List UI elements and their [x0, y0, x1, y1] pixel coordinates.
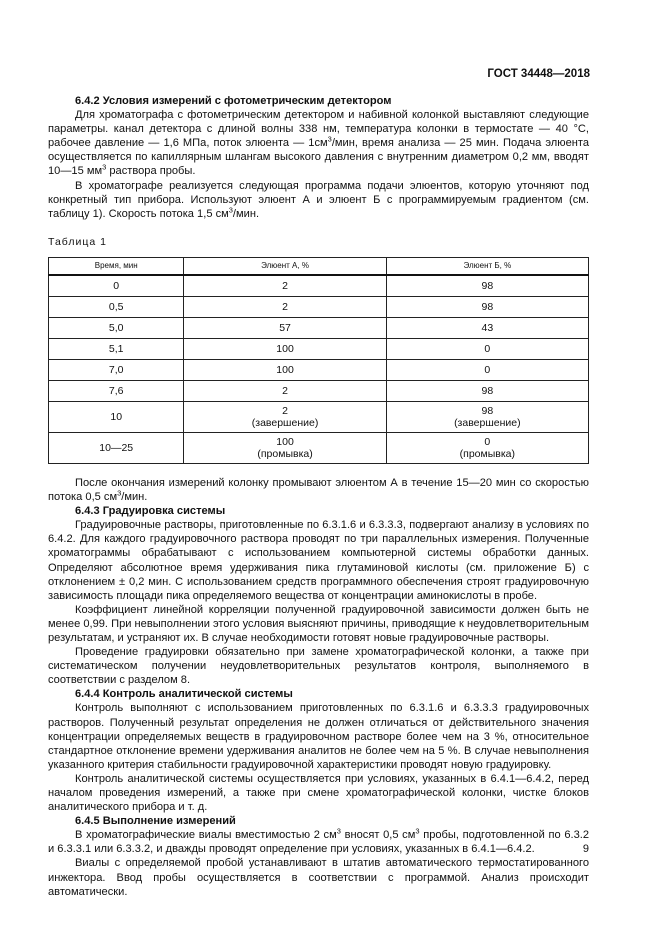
section-heading: 6.4.5 Выполнение измерений	[75, 815, 236, 828]
page-content	[48, 94, 589, 899]
paragraph	[48, 828, 589, 856]
paragraph: Градуировочные растворы, приготовленные по 6.3.1.6 и 6.3.3.3, подвергают анализу в условиях по 6.4.2. Для каждого градуировочного раствора проводят по три параллельных измерения. Полученные хроматограммы обрабатывают с использованием компьютерной системы обработки данных. Определяют абсолютное время удерживания пика глутаминовой кислоты (см. приложение Б) с отклонением ± 0,2 мин. С использованием средств программного обеспечения строят градуировочную зависимость площади пика определяемого вещества от концентрации аминокислоты в пробе.	[48, 519, 589, 602]
spacer	[48, 464, 589, 476]
table-row	[49, 380, 589, 401]
cell-line: (завершение)	[454, 416, 521, 429]
table-cell: 2	[184, 296, 386, 317]
paragraph	[48, 179, 589, 221]
superscript: 3	[327, 134, 332, 144]
text-run: /мин, время анализа — 25 мин. Подача элюента осуществляется по капиллярным шлангам высокого давления с внутренним диаметром 0,2 мм, вводят 10—15 мм	[48, 137, 590, 178]
cell-line: 2	[282, 404, 288, 417]
paragraph: Проведение градуировки обязательно при замене хроматографической колонки, а также при систематическом получении неудовлетворительных результатов контроля, выполняемого в соответствии с разделом 8.	[48, 646, 589, 687]
table-header-row	[49, 257, 589, 275]
table-row	[49, 432, 589, 463]
superscript: 3	[117, 488, 122, 498]
table-cell: 57	[184, 317, 386, 338]
table-cell: 98	[386, 380, 588, 401]
table-cell: 100	[184, 338, 386, 359]
table-cell	[184, 401, 386, 432]
cell-line: 100	[276, 435, 294, 448]
table-cell	[386, 432, 588, 463]
table-cell: 98	[386, 275, 588, 297]
table-cell	[386, 401, 588, 432]
cell-line: (завершение)	[251, 416, 319, 429]
table-row	[49, 359, 589, 380]
gradient-table	[48, 257, 589, 464]
table-row	[49, 338, 589, 359]
section-heading: 6.4.4 Контроль аналитической системы	[75, 688, 293, 701]
superscript: 3	[228, 205, 233, 215]
table-cell: 2	[184, 380, 386, 401]
paragraph: Контроль выполняют с использованием приготовленных по 6.3.1.6 и 6.3.3.3 градуировочных растворов. Полученный результат определения не должен отличаться от действительного значения концентрации определяемых веществ в градуировочном растворе более чем на 3 %, относительное стандартное отклонение времени удерживания аналитов не более чем на 5 %. В случае невыполнения указанного критерия стабильности градуировочной характеристики проводят новую градуировку.	[48, 702, 589, 771]
table-cell: 10—25	[49, 432, 184, 463]
text-run: раствора пробы.	[106, 165, 196, 178]
table-row	[49, 275, 589, 297]
text-run: После окончания измерений колонку промывают элюентом А в течение 15—20 мин со скоростью потока 0,5 см	[48, 476, 589, 504]
column-header: Время, мин	[49, 257, 184, 275]
document-header: ГОСТ 34448—2018	[487, 68, 590, 80]
text-run: Для хроматографа с фотометрическим детектором и набивной колонкой выставляют следующие параметры. канал детектора с длиной волны 338 нм, температура колонки в термостате — 40 °С, рабочее давление — 1,6 МПа, поток элюента — 1см	[48, 109, 589, 150]
table-cell: 98	[386, 296, 588, 317]
table-cell: 5,0	[49, 317, 184, 338]
table-cell: 100	[184, 359, 386, 380]
column-header: Элюент А, %	[184, 257, 386, 275]
table-row	[49, 296, 589, 317]
table-cell: 0,5	[49, 296, 184, 317]
table-cell: 0	[386, 338, 588, 359]
paragraph	[48, 476, 589, 504]
superscript: 3	[102, 162, 107, 172]
cell-line: (промывка)	[257, 447, 313, 460]
table-cell: 10	[49, 401, 184, 432]
cell-line: 98	[481, 404, 494, 417]
text-run: вносят 0,5 см	[340, 829, 416, 842]
paragraph: Контроль аналитической системы осуществляется при условиях, указанных в 6.4.1—6.4.2, перед началом проведения измерений, а также при смене хроматографической колонки, чистке блоков аналитического прибора и т. д.	[48, 772, 589, 814]
table-cell: 43	[386, 317, 588, 338]
table-row	[49, 401, 589, 432]
text-run: /мин.	[232, 207, 260, 220]
text-run: /мин.	[121, 491, 148, 504]
table-caption: Таблица 1	[48, 235, 107, 248]
table-cell: 0	[386, 359, 588, 380]
table-cell: 5,1	[49, 338, 184, 359]
table-cell: 2	[184, 275, 386, 297]
cell-line: 0	[484, 435, 491, 448]
section-heading: 6.4.2 Условия измерений с фотометрическим детектором	[75, 95, 392, 107]
table-cell	[184, 432, 386, 463]
text-run: В хроматографические виалы вместимостью 2 см	[75, 829, 337, 842]
paragraph	[48, 108, 589, 178]
table-cell: 7,6	[49, 380, 184, 401]
column-header: Элюент Б, %	[386, 257, 588, 275]
text-run: пробы, подготовленной по 6.3.2 и 6.3.3.1 или 6.3.3.2, и дважды проводят определение при условиях, указанных в 6.4.1—6.4.2.	[48, 829, 589, 856]
superscript: 3	[415, 826, 420, 836]
paragraph: Виалы с определяемой пробой устанавливают в штатив автоматического термостатированного инжектора. Ввод пробы осуществляется в соответствии с программой. Анализ происходит автоматически.	[48, 857, 589, 898]
text-run: В хроматографе реализуется следующая программа подачи элюентов, которую уточняют под конкретный тип прибора. Используют элюент А и элюент Б с программируемым градиентом (см. таблицу 1). Скорость потока 1,5 см	[48, 179, 589, 220]
table-cell: 7,0	[49, 359, 184, 380]
superscript: 3	[336, 826, 341, 836]
section-heading: 6.4.3 Градуировка системы	[75, 505, 226, 518]
page-number: 9	[582, 843, 589, 855]
table-row	[49, 317, 589, 338]
table-cell: 0	[49, 275, 184, 297]
cell-line: (промывка)	[459, 447, 516, 460]
paragraph: Коэффициент линейной корреляции полученной градуировочной зависимости должен быть не менее 0,99. При невыполнении этого условия выясняют причины, приводящие к неудовлетворительным результатам, и устраняют их. В случае необходимости готовят новые градуировочные растворы.	[48, 603, 590, 644]
